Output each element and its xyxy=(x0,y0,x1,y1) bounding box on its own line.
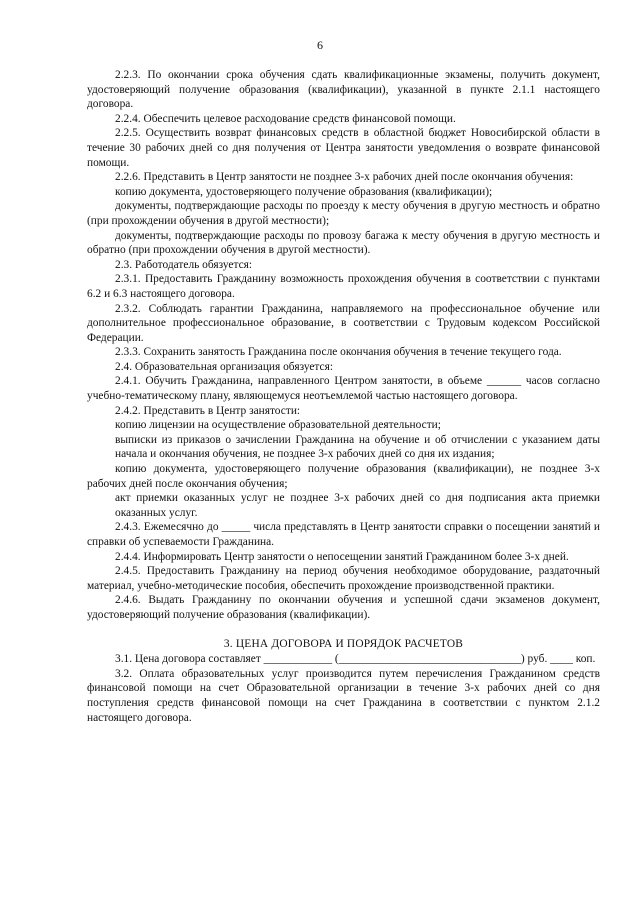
clause-2-2-5: 2.2.5. Осуществить возврат финансовых средств в областной бюджет Новосибирской области в течение 30 рабочих дней со дня получения от Центра занятости уведомления о возврате финансовой помощи. xyxy=(87,127,600,169)
section-heading-3: 3. ЦЕНА ДОГОВОРА И ПОРЯДОК РАСЧЕТОВ xyxy=(223,637,464,650)
list-item-order-extracts: выписки из приказов о зачислении Гражданина на обучение и об отчислении с указанием даты начала и окончания обучения, не позднее 3-х рабочих дней со дня их издания; xyxy=(115,433,600,461)
clause-2-4-4: 2.4.4. Информировать Центр занятости о непосещении занятий Гражданином более 3-х дней. xyxy=(115,550,569,563)
list-item-license-copy: копию лицензии на осуществление образовательной деятельности; xyxy=(115,419,441,432)
list-item-acceptance-act: акт приемки оказанных услуг не позднее 3-х рабочих дней со дня подписания акта приемки оказанных услуг. xyxy=(115,492,600,519)
clause-3-2: 3.2. Оплата образовательных услуг производится путем перечисления Гражданином средств финансовой помощи на счет Образовательной организации в течение 3-х рабочих дней со дня поступления средств финансовой помощи на счет Гражданина в соответствии с пунктом 2.1.2 настоящего договора. xyxy=(87,667,600,724)
clause-2-4-5: 2.4.5. Предоставить Гражданину на период обучения необходимое оборудование, раздаточный материал, учебно-методические пособия, обеспечить прохождение производственной практики. xyxy=(87,565,600,592)
list-item-diploma-copy-2: копию документа, удостоверяющего получение образования (квалификации), не позднее 3-х рабочих дней после окончания обучения; xyxy=(87,463,600,490)
clause-2-3-1: 2.3.1. Предоставить Гражданину возможность прохождения обучения в соответствии с пунктами 6.2 и 6.3 настоящего договора. xyxy=(87,273,600,300)
clause-2-2-6: 2.2.6. Представить в Центр занятости не позднее 3-х рабочих дней после окончания обучения: xyxy=(115,171,574,184)
clause-2-4-3: 2.4.3. Ежемесячно до _____ числа представлять в Центр занятости справки о посещении занятий и справки об успеваемости Гражданина. xyxy=(87,521,600,548)
clause-2-4-1: 2.4.1. Обучить Гражданина, направленного Центром занятости, в объеме ______ часов согласно учебно-тематическому плану, являющемуся неотъемлемой частью настоящего договора. xyxy=(87,375,600,403)
clause-2-3: 2.3. Работодатель обязуется: xyxy=(115,258,253,271)
list-item-diploma-copy: копию документа, удостоверяющего получение образования (квалификации); xyxy=(115,185,493,198)
list-item-baggage-expenses: документы, подтверждающие расходы по провозу багажа к месту обучения в другую местность и обратно (при прохождении обучения в другой местности). xyxy=(87,229,600,257)
clause-2-2-4: 2.2.4. Обеспечить целевое расходование средств финансовой помощи. xyxy=(115,112,456,125)
clause-3-1: 3.1. Цена договора составляет ____________ (________________________________) руб. ____ коп. xyxy=(115,653,596,666)
clause-2-4: 2.4. Образовательная организация обязуется: xyxy=(115,360,334,373)
clause-2-2-3: 2.2.3. По окончании срока обучения сдать квалификационные экзамены, получить документ, удостоверяющий получение образования (квалификации), указанной в пункте 2.1.1 настоящего договора. xyxy=(87,69,600,111)
page-number: 6 xyxy=(317,38,323,52)
clause-2-3-3: 2.3.3. Сохранить занятость Гражданина после окончания обучения в течение текущего года. xyxy=(115,346,562,359)
document-body xyxy=(87,68,600,725)
clause-2-3-2: 2.3.2. Соблюдать гарантии Гражданина, направляемого на профессиональное обучение или дополнительное профессиональное образование, в соответствии с Трудовым кодексом Российской Федерации. xyxy=(87,302,600,344)
clause-2-4-6: 2.4.6. Выдать Гражданину по окончании обучения и успешной сдачи экзаменов документ, удостоверяющий получение образования (квалификации). xyxy=(87,594,600,621)
list-item-travel-expenses: документы, подтверждающие расходы по проезду к месту обучения в другую местность и обратно (при прохождении обучения в другой местности); xyxy=(87,200,600,227)
clause-2-4-2: 2.4.2. Представить в Центр занятости: xyxy=(115,404,301,417)
